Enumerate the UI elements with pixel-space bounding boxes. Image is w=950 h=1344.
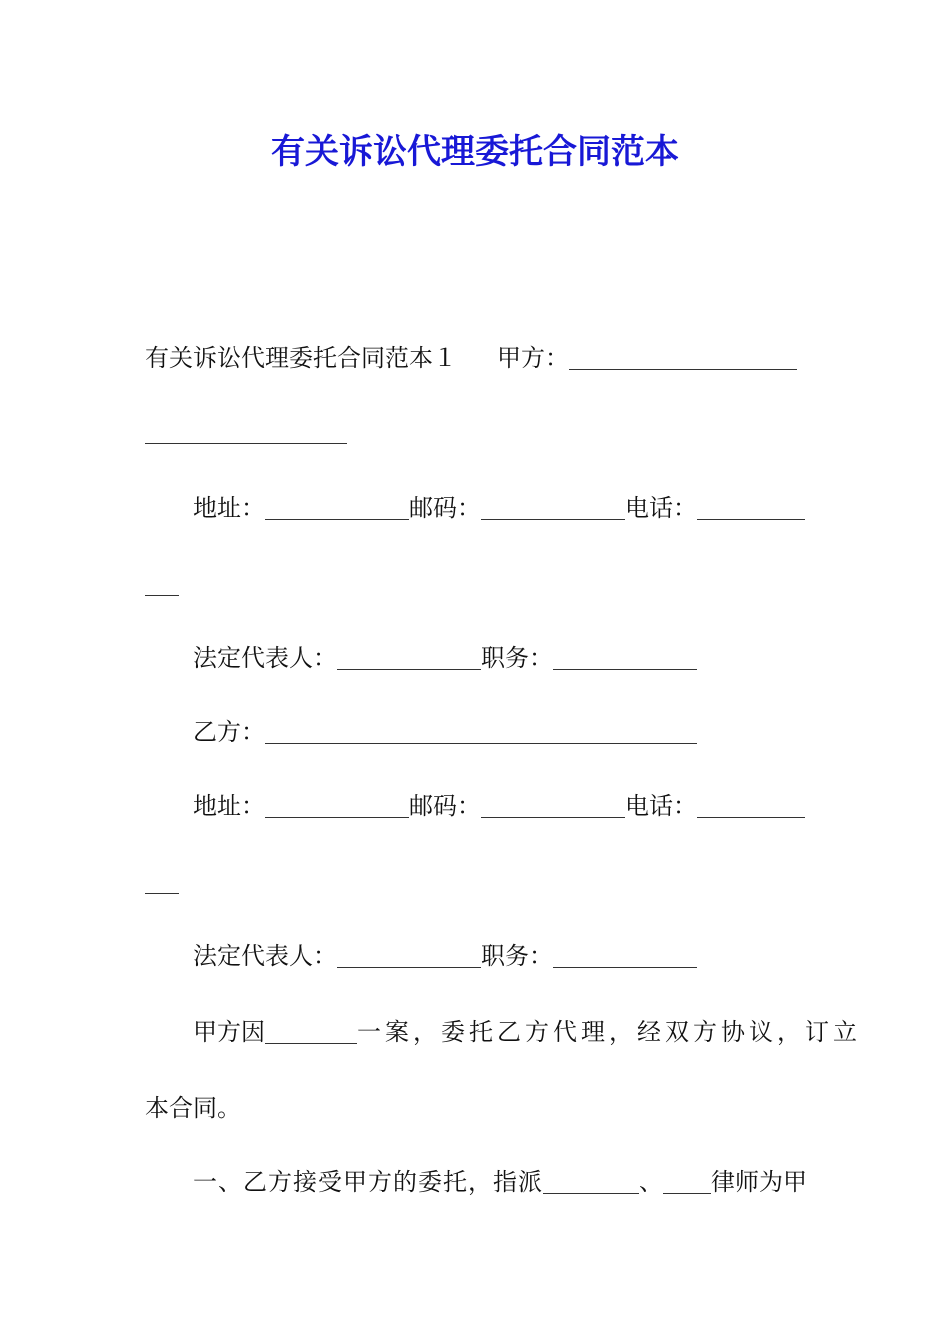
party-a-blank[interactable] bbox=[569, 339, 797, 370]
party-a-phone-label: 电话： bbox=[625, 494, 697, 522]
intro-text-2: 一案，委托乙方代理，经双方协议，订立 bbox=[357, 1018, 861, 1046]
intro-text-1: 甲方因 bbox=[193, 1018, 265, 1046]
heading-line bbox=[145, 336, 797, 380]
party-a-blank-continued[interactable] bbox=[145, 413, 347, 444]
party-a-legal-rep-blank[interactable] bbox=[337, 639, 481, 670]
clause-1-lawyers bbox=[543, 1160, 807, 1204]
party-a-position-blank[interactable] bbox=[553, 639, 697, 670]
party-a-postcode-label: 邮码： bbox=[409, 494, 481, 522]
intro-continuation bbox=[145, 1086, 241, 1130]
party-b-phone-blank[interactable] bbox=[697, 787, 805, 818]
party-b-address-blank[interactable] bbox=[265, 787, 409, 818]
intro-text-start bbox=[193, 1010, 357, 1054]
party-b-phone-continuation bbox=[145, 860, 179, 904]
lawyer-1-blank[interactable] bbox=[543, 1163, 639, 1194]
party-a-rep-line bbox=[193, 636, 697, 680]
party-b-legal-rep-blank[interactable] bbox=[337, 937, 481, 968]
party-b-contact-line bbox=[193, 784, 805, 828]
case-name-blank[interactable] bbox=[265, 1013, 357, 1044]
party-a-phone-blank-continued[interactable] bbox=[145, 565, 179, 596]
lawyer-2-blank[interactable] bbox=[663, 1163, 711, 1194]
party-b-legal-rep-label: 法定代表人： bbox=[193, 942, 337, 970]
party-a-phone-continuation bbox=[145, 562, 179, 606]
party-b-rep-line bbox=[193, 934, 697, 978]
party-b-blank[interactable] bbox=[265, 713, 697, 744]
party-a-continuation bbox=[145, 410, 347, 454]
contract-heading: 有关诉讼代理委托合同范本１ bbox=[145, 344, 457, 372]
document-title: 有关诉讼代理委托合同范本 bbox=[271, 132, 679, 172]
party-b-phone-label: 电话： bbox=[625, 792, 697, 820]
party-a-phone-blank[interactable] bbox=[697, 489, 805, 520]
party-a-legal-rep-label: 法定代表人： bbox=[193, 644, 337, 672]
party-b-line bbox=[193, 710, 697, 754]
party-a-address-blank[interactable] bbox=[265, 489, 409, 520]
party-a-contact-line bbox=[193, 486, 805, 530]
party-b-position-label: 职务： bbox=[481, 942, 553, 970]
intro-text-3: 本合同。 bbox=[145, 1094, 241, 1122]
party-a-label: 甲方： bbox=[497, 344, 569, 372]
clause-1-line bbox=[193, 1160, 807, 1204]
party-a-address-label: 地址： bbox=[193, 494, 265, 522]
party-b-postcode-blank[interactable] bbox=[481, 787, 625, 818]
party-b-position-blank[interactable] bbox=[553, 937, 697, 968]
party-b-postcode-label: 邮码： bbox=[409, 792, 481, 820]
clause-1-text-3: 律师为甲 bbox=[711, 1168, 807, 1196]
intro-line bbox=[193, 1010, 861, 1054]
clause-1-text-1: 一、乙方接受甲方的委托，指派 bbox=[193, 1168, 543, 1196]
party-b-phone-blank-continued[interactable] bbox=[145, 863, 179, 894]
clause-1-text-2: 、 bbox=[639, 1168, 663, 1196]
party-a-position-label: 职务： bbox=[481, 644, 553, 672]
party-b-label: 乙方： bbox=[193, 718, 265, 746]
party-b-address-label: 地址： bbox=[193, 792, 265, 820]
party-a-postcode-blank[interactable] bbox=[481, 489, 625, 520]
